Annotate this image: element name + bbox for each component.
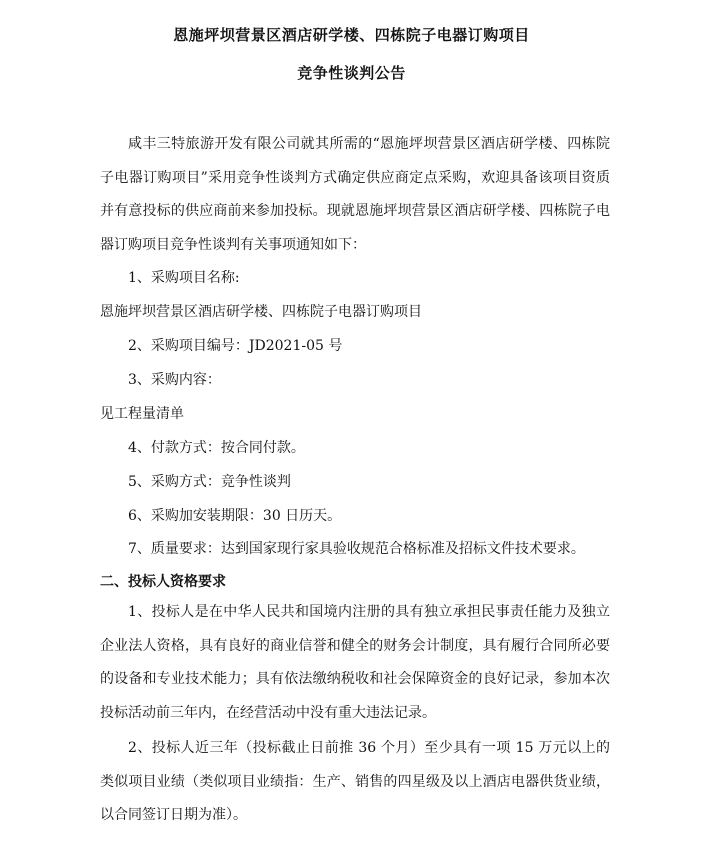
section-2-heading: 二、投标人资格要求 (100, 574, 226, 590)
item-3-label: 3、采购内容： (128, 372, 221, 388)
item-4: 4、付款方式：按合同付款。 (128, 440, 305, 456)
item-1-label: 1、采购项目名称: (128, 270, 240, 286)
requirement-1-paragraph: 1、投标人是在中华人民共和国境内注册的具有独立承担民事责任能力及独立企业法人资格，具有良好的商业信誉和健全的财务会计制度，具有履行合同所必要的设备和专业技术能力；具有依法缴纳税收和社会保障资金的良好记录，参加本次投标活动前三年内，在经营活动中没有重大违法记录。 (100, 604, 610, 721)
item-3-value: 见工程量清单 (100, 406, 184, 422)
intro-paragraph: 咸丰三特旅游开发有限公司就其所需的“恩施坪坝营景区酒店研学楼、四栋院子电器订购项目”采用竞争性谈判方式确定供应商定点采购，欢迎具备该项目资质并有意投标的供应商前来参加投标。现就恩施坪坝营景区酒店研学楼、四栋院子电器订购项目竞争性谈判有关事项通知如下： (100, 136, 610, 253)
item-7: 7、质量要求：达到国家现行家具验收规范合格标准及招标文件技术要求。 (128, 541, 585, 557)
item-5: 5、采购方式：竞争性谈判 (128, 474, 291, 490)
item-6: 6、采购加安装期限：30 日历天。 (128, 508, 342, 524)
requirement-2-paragraph: 2、投标人近三年（投标截止日前推 36 个月）至少具有一项 15 万元以上的类似项目业绩（类似项目业绩指：生产、销售的四星级及以上酒店电器供货业绩，以合同签订日期为准）。 (100, 740, 610, 823)
document-subtitle: 竞争性谈判公告 (297, 64, 406, 82)
item-1-value: 恩施坪坝营景区酒店研学楼、四栋院子电器订购项目 (100, 304, 422, 320)
item-2: 2、采购项目编号：JD2021-05 号 (128, 338, 343, 354)
document-title: 恩施坪坝营景区酒店研学楼、四栋院子电器订购项目 (173, 26, 530, 44)
